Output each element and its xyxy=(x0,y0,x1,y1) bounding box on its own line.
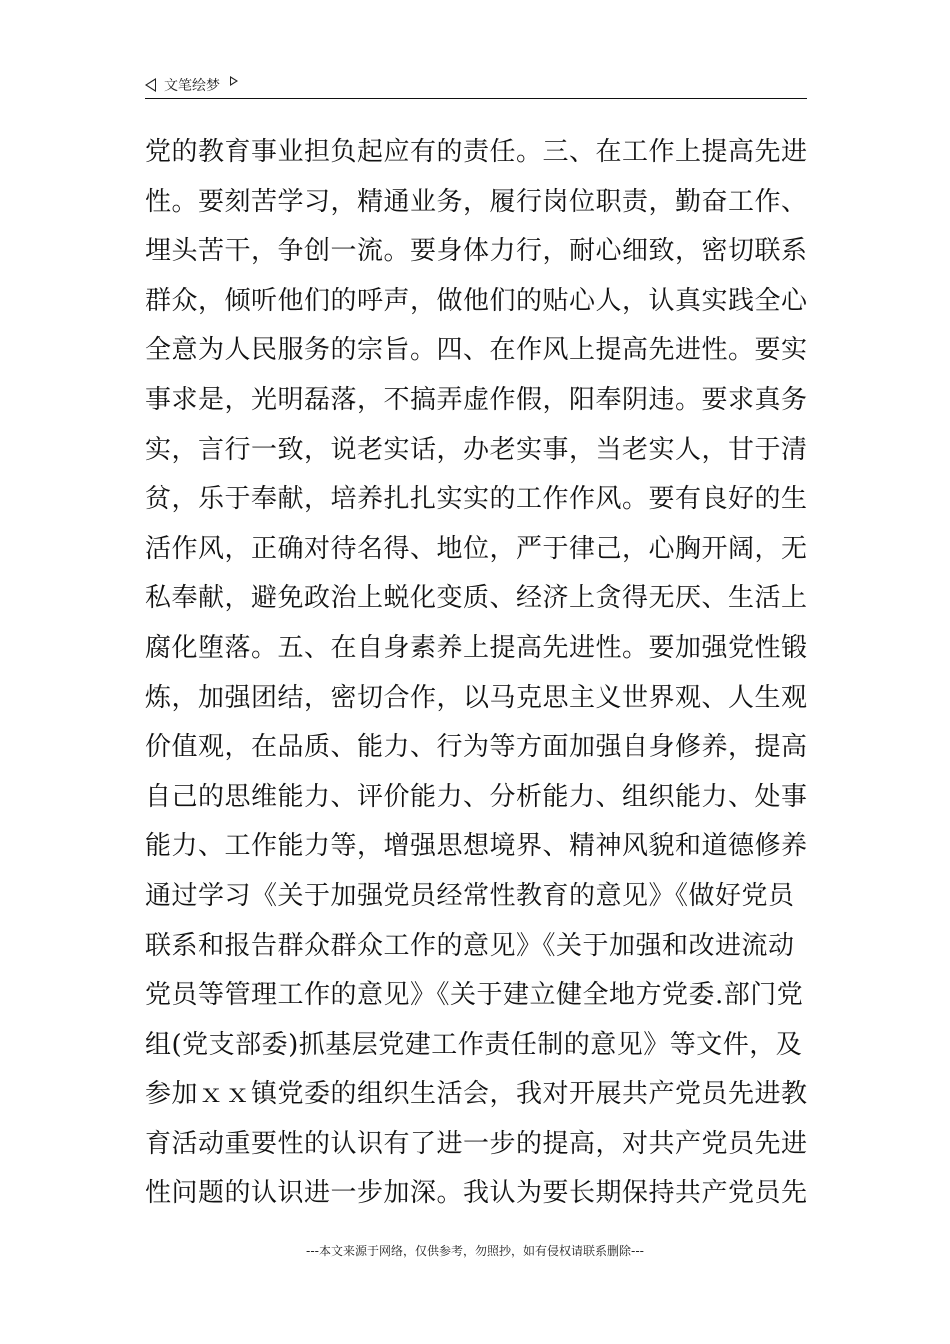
body-line: 党员等管理工作的意见》《关于建立健全地方党委.部门党 xyxy=(145,980,804,1011)
body-line: 联系和报告群众群众工作的意见》《关于加强和改进流动 xyxy=(145,930,795,961)
body-line: 党的教育事业担负起应有的责任。三、在工作上提高先进 xyxy=(145,137,808,167)
body-line: 性问题的认识进一步加深。我认为要长期保持共产党员先 xyxy=(145,1178,808,1209)
body-line: 组(党支部委)抓基层党建工作责任制的意见》等文件，及 xyxy=(145,1029,803,1060)
body-line: 育活动重要性的认识有了进一步的提高，对共产党员先进 xyxy=(145,1128,808,1159)
body-line: 实，言行一致，说老实话，办老实事，当老实人，甘于清 xyxy=(145,434,808,465)
page-footer: ---本文来源于网络，仅供参考，勿照抄，如有侵权请联系删除--- xyxy=(306,1244,644,1258)
document-body xyxy=(145,128,807,1219)
body-line: 活作风，正确对待名得、地位，严于律己，心胸开阔，无 xyxy=(145,533,808,564)
body-line: 炼，加强团结，密切合作，以马克思主义世界观、人生观 xyxy=(145,682,808,713)
triangle-left-icon xyxy=(145,78,156,92)
body-line: 腐化堕落。五、在自身素养上提高先进性。要加强党性锻 xyxy=(145,632,808,663)
body-line: 能力、工作能力等，增强思想境界、精神风貌和道德修养 xyxy=(145,831,808,862)
body-line: 通过学习《关于加强党员经常性教育的意见》《做好党员 xyxy=(145,880,795,911)
body-line: 事求是，光明磊落，不搞弄虚作假，阳奉阴违。要求真务 xyxy=(145,384,808,415)
body-line: 自己的思维能力、评价能力、分析能力、组织能力、处事 xyxy=(145,781,808,812)
body-line: 私奉献，避免政治上蜕化变质、经济上贪得无厌、生活上 xyxy=(145,583,808,614)
header-title: 文笔绘梦 xyxy=(164,78,220,94)
body-line: 价值观，在品质、能力、行为等方面加强自身修养，提高 xyxy=(145,732,808,763)
page-header xyxy=(145,72,807,98)
triangle-right-icon xyxy=(230,76,238,86)
body-line: 参加ｘｘ镇党委的组织生活会，我对开展共产党员先进教 xyxy=(145,1079,808,1110)
body-line: 群众，倾听他们的呼声，做他们的贴心人，认真实践全心 xyxy=(145,285,808,316)
body-line: 贫，乐于奉献，培养扎扎实实的工作作风。要有良好的生 xyxy=(145,484,808,515)
body-line: 全意为人民服务的宗旨。四、在作风上提高先进性。要实 xyxy=(145,335,808,366)
body-line: 埋头苦干，争创一流。要身体力行，耐心细致，密切联系 xyxy=(145,236,808,267)
header-divider xyxy=(145,98,807,99)
body-line: 性。要刻苦学习，精通业务，履行岗位职责，勤奋工作、 xyxy=(145,186,808,217)
